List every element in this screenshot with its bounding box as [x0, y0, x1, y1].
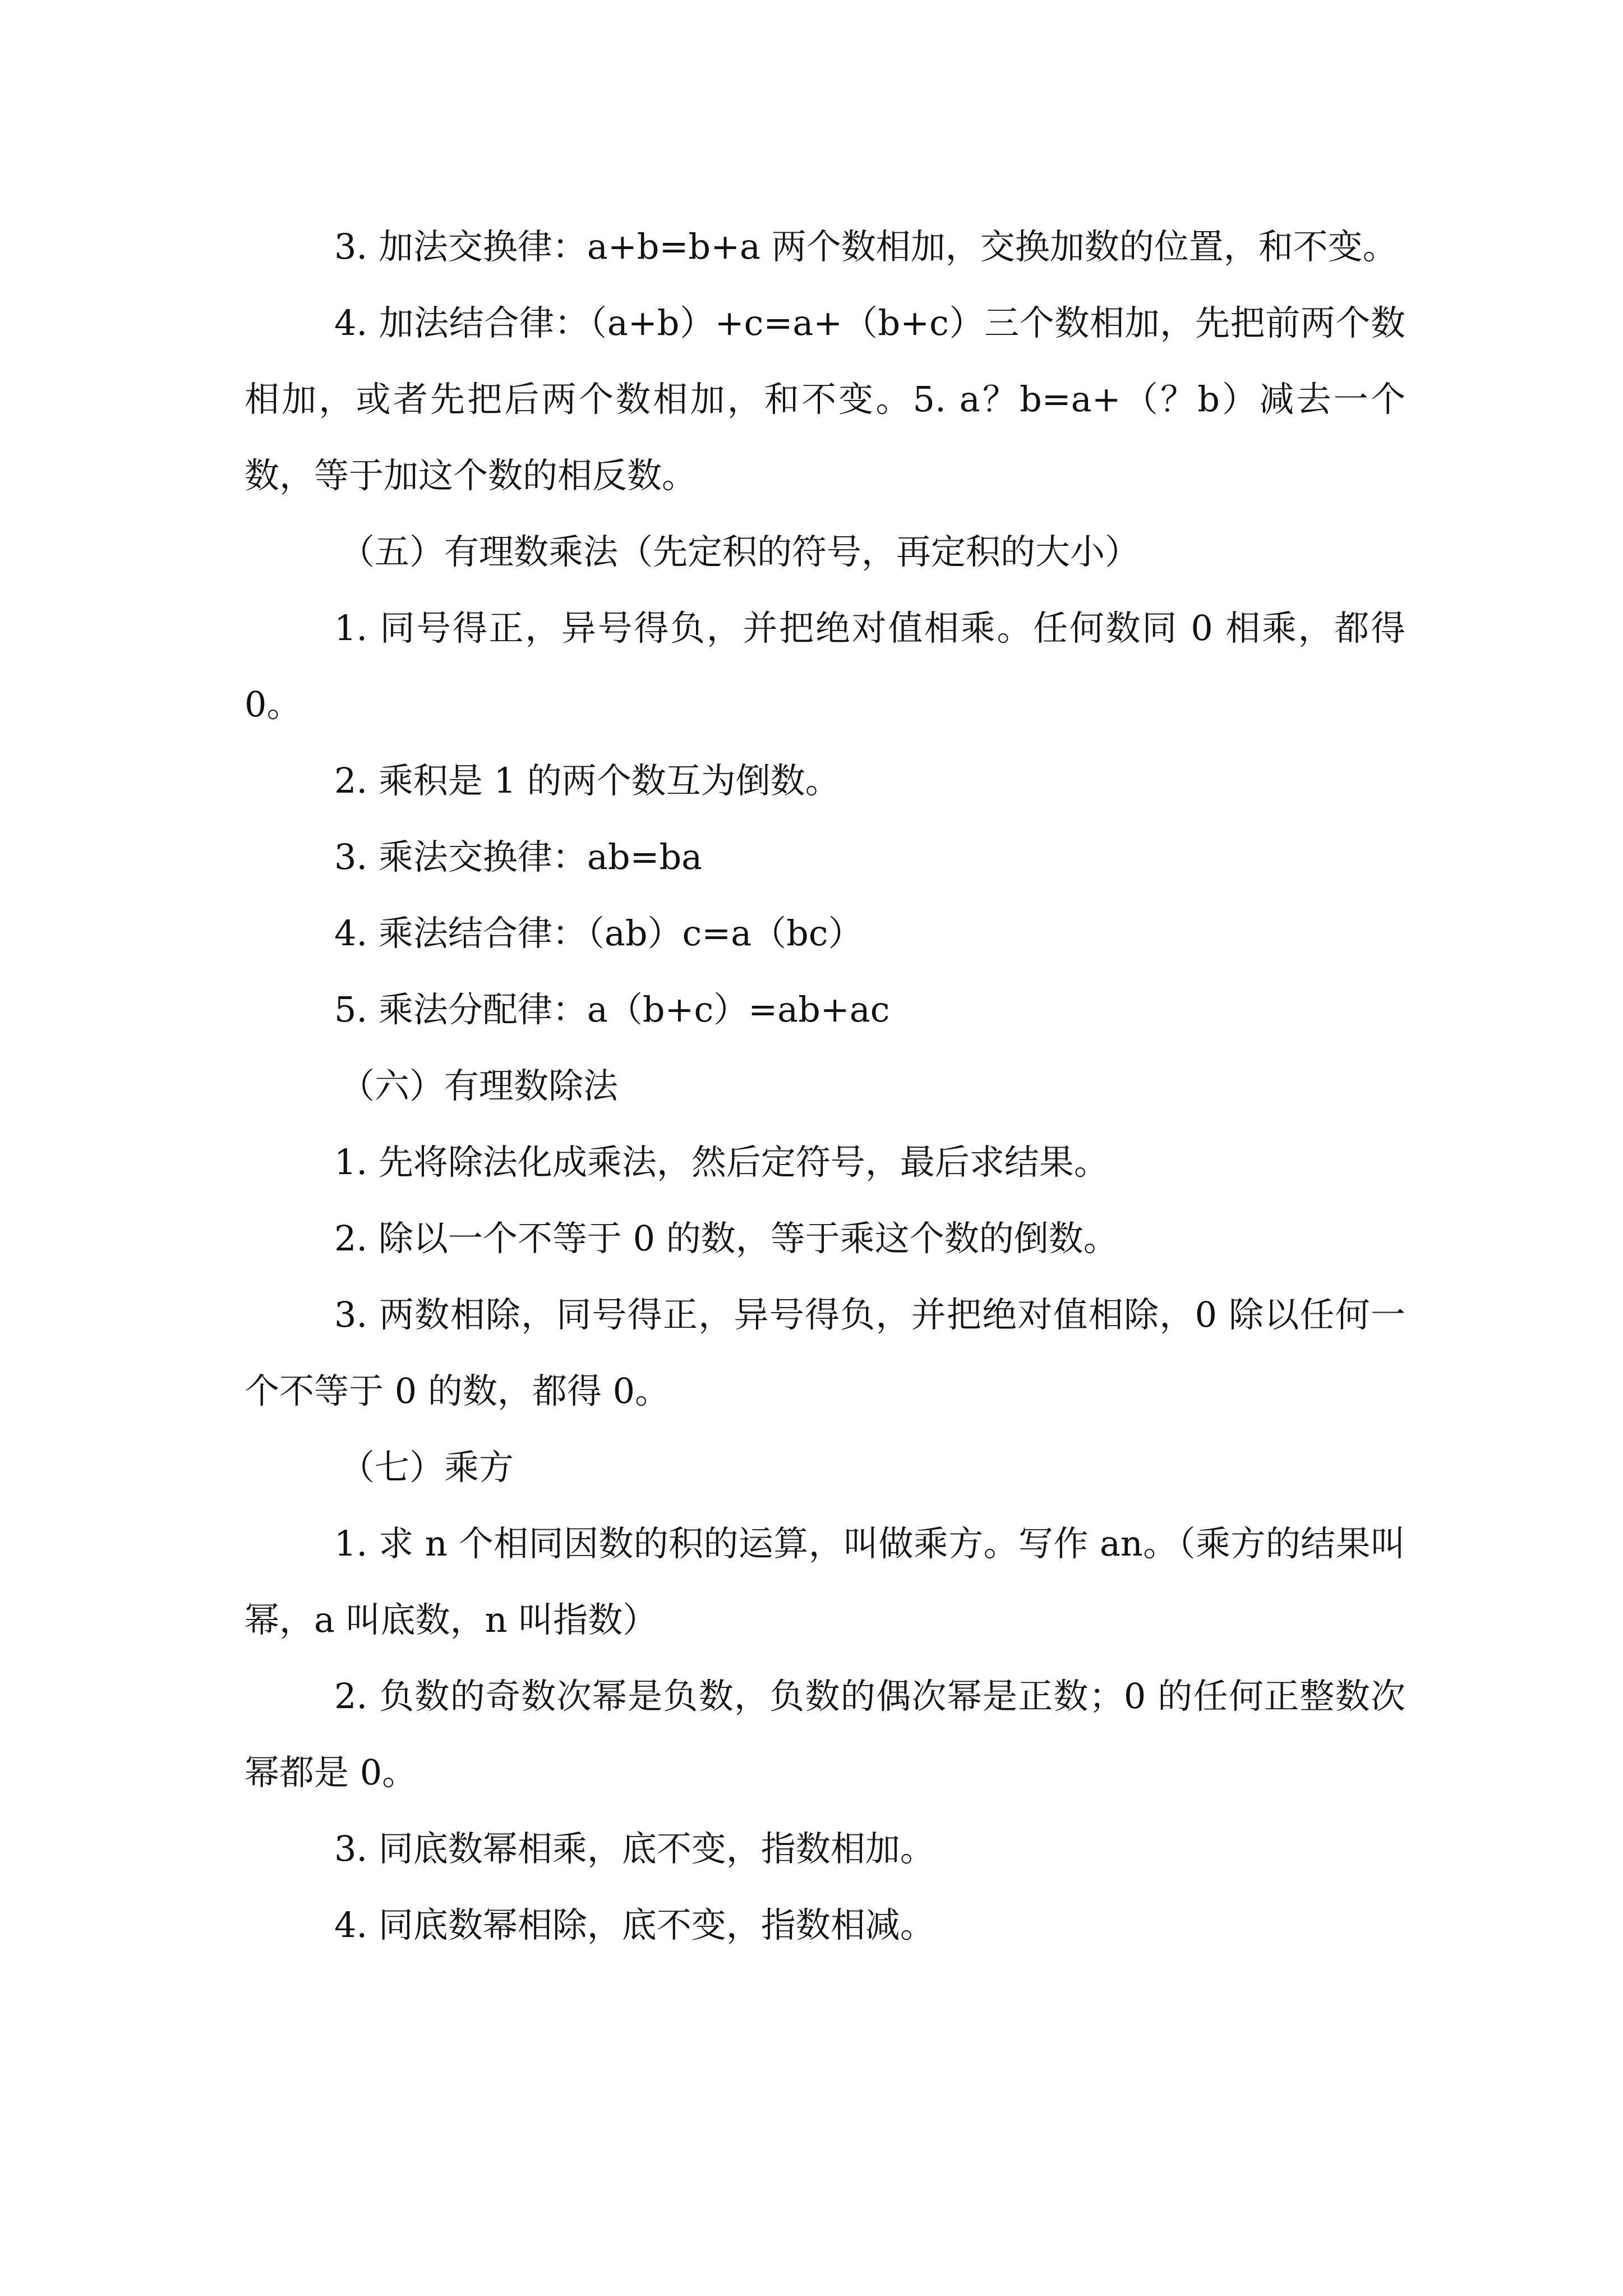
- paragraph-addition-associative: 4. 加法结合律：（a+b）+c=a+（b+c）三个数相加，先把前两个数相加，或者先把后两个数相加，和不变。5. a？b=a+（？b）减去一个数，等于加这个数的相反数。: [245, 302, 1405, 496]
- paragraph-division-to-multiplication: 1. 先将除法化成乘法，然后定符号，最后求结果。: [334, 1142, 1109, 1182]
- paragraph-addition-commutative: 3. 加法交换律：a+b=b+a 两个数相加，交换加数的位置，和不变。: [334, 226, 1398, 267]
- paragraph-power-sign-rule: 2. 负数的奇数次幂是负数，负数的偶次幂是正数；0 的任何正整数次幂都是 0。: [245, 1676, 1405, 1793]
- paragraph-multiplication-commutative: 3. 乘法交换律：ab=ba: [334, 836, 703, 877]
- paragraph-power-multiply: 3. 同底数幂相乘，底不变，指数相加。: [334, 1828, 935, 1869]
- paragraph-multiplication-distributive: 5. 乘法分配律：a（b+c）=ab+ac: [334, 989, 890, 1030]
- paragraph-reciprocals: 2. 乘积是 1 的两个数互为倒数。: [334, 760, 840, 801]
- paragraph-division-sign-rule: 3. 两数相除，同号得正，异号得负，并把绝对值相除，0 除以任何一个不等于 0 的数，都得 0。: [245, 1294, 1405, 1411]
- paragraph-power-definition: 1. 求 n 个相同因数的积的运算，叫做乘方。写作 an。（乘方的结果叫幂，a 叫底数，n 叫指数）: [245, 1523, 1405, 1640]
- paragraph-division-reciprocal: 2. 除以一个不等于 0 的数，等于乘这个数的倒数。: [334, 1218, 1118, 1259]
- section-heading-division: （六）有理数除法: [340, 1065, 619, 1106]
- section-heading-power: （七）乘方: [340, 1447, 514, 1488]
- paragraph-multiplication-associative: 4. 乘法结合律：（ab）c=a（bc）: [334, 913, 863, 954]
- document-body: [245, 209, 1405, 1963]
- paragraph-multiplication-sign-rule: 1. 同号得正，异号得负，并把绝对值相乘。任何数同 0 相乘，都得 0。: [245, 608, 1405, 725]
- section-heading-multiplication: （五）有理数乘法（先定积的符号，再定积的大小）: [340, 531, 1140, 572]
- paragraph-power-divide: 4. 同底数幂相除，底不变，指数相减。: [334, 1904, 935, 1945]
